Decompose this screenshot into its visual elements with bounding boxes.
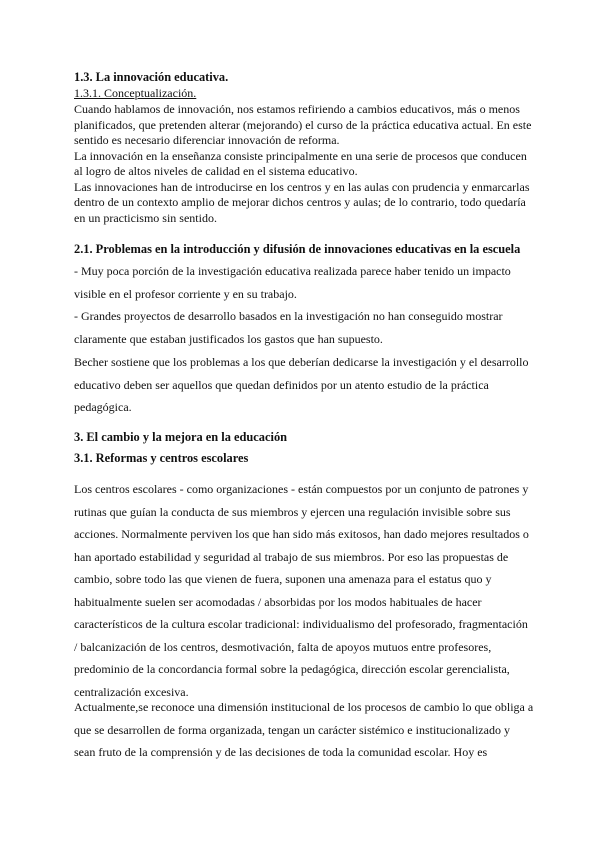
- reformas-paragraph: Los centros escolares - como organizaciones - están compuestos por un conjunto de patrones y rutinas que guían la conducta de sus miembros y ejercen una regulación invisible sobre sus acciones. Normalmente perviven los que han sido más exitosos, han dado mejores resultados o han aportado estabilidad y seguridad al trabajo de sus miembros. Por eso las propuestas de cambio, sobre todo las que vienen de fuera, suponen una amenaza para el estatus quo y habitualmente suelen ser acomodadas / absorbidas por los modos habituales de hacer característicos de la cultura escolar tradicional: individualismo del profesorado, fragmentación / balcanización de los centros, desmotivación, falta de apoyos mutuos entre profesores, predominio de la concordancia formal sobre la pedagógica, dirección escolar gerencialista, centralización excesiva.: [74, 482, 529, 699]
- actualmente-paragraph: Actualmente,se reconoce una dimensión institucional de los procesos de cambio lo que obliga a que se desarrollen de forma organizada, tengan un carácter sistémico e institucionalizado y sean fruto de la comprensión y de las decisiones de toda la comunidad escolar. Hoy es: [74, 700, 534, 759]
- section-heading-2-1: 2.1. Problemas en la introducción y difusión de innovaciones educativas en la escuela: [74, 242, 521, 256]
- becher-paragraph: Becher sostiene que los problemas a los que deberían dedicarse la investigación y el desarrollo educativo deben ser aquellos que quedan definidos por un atento estudio de la práctica pedagógica.: [74, 355, 529, 414]
- section-heading-1-3: 1.3. La innovación educativa.: [74, 70, 229, 84]
- paragraph: Cuando hablamos de innovación, nos estamos refiriendo a cambios educativos, más o menos planificados, que pretenden alterar (mejorando) el curso de la práctica educativa actual. En este sentido es necesario diferenciar innovación de reforma.: [74, 102, 532, 147]
- paragraph: Las innovaciones han de introducirse en los centros y en las aulas con prudencia y enmarcarlas dentro de un contexto amplio de mejorar dichos centros y aulas; de lo contrario, todo quedaría en un practicismo sin sentido.: [74, 179, 530, 225]
- section-heading-3: 3. El cambio y la mejora en la educación: [74, 430, 288, 444]
- section-2-1-bullets: [74, 260, 534, 350]
- subsection-heading-3-1: 3.1. Reformas y centros escolares: [74, 451, 249, 465]
- section-1-3-body: [74, 102, 534, 226]
- list-item: - Muy poca porción de la investigación educativa realizada parece haber tenido un impacto visible en el profesor corriente y en su trabajo.: [74, 264, 511, 301]
- subsection-heading-1-3-1: 1.3.1. Conceptualización.: [74, 86, 197, 100]
- paragraph: La innovación en la enseñanza consiste principalmente en una serie de procesos que conducen al logro de altos niveles de calidad en el sistema educativo.: [74, 148, 527, 178]
- list-item: - Grandes proyectos de desarrollo basados en la investigación no han conseguido mostrar claramente que estaban justificados los gastos que han supuesto.: [74, 309, 503, 346]
